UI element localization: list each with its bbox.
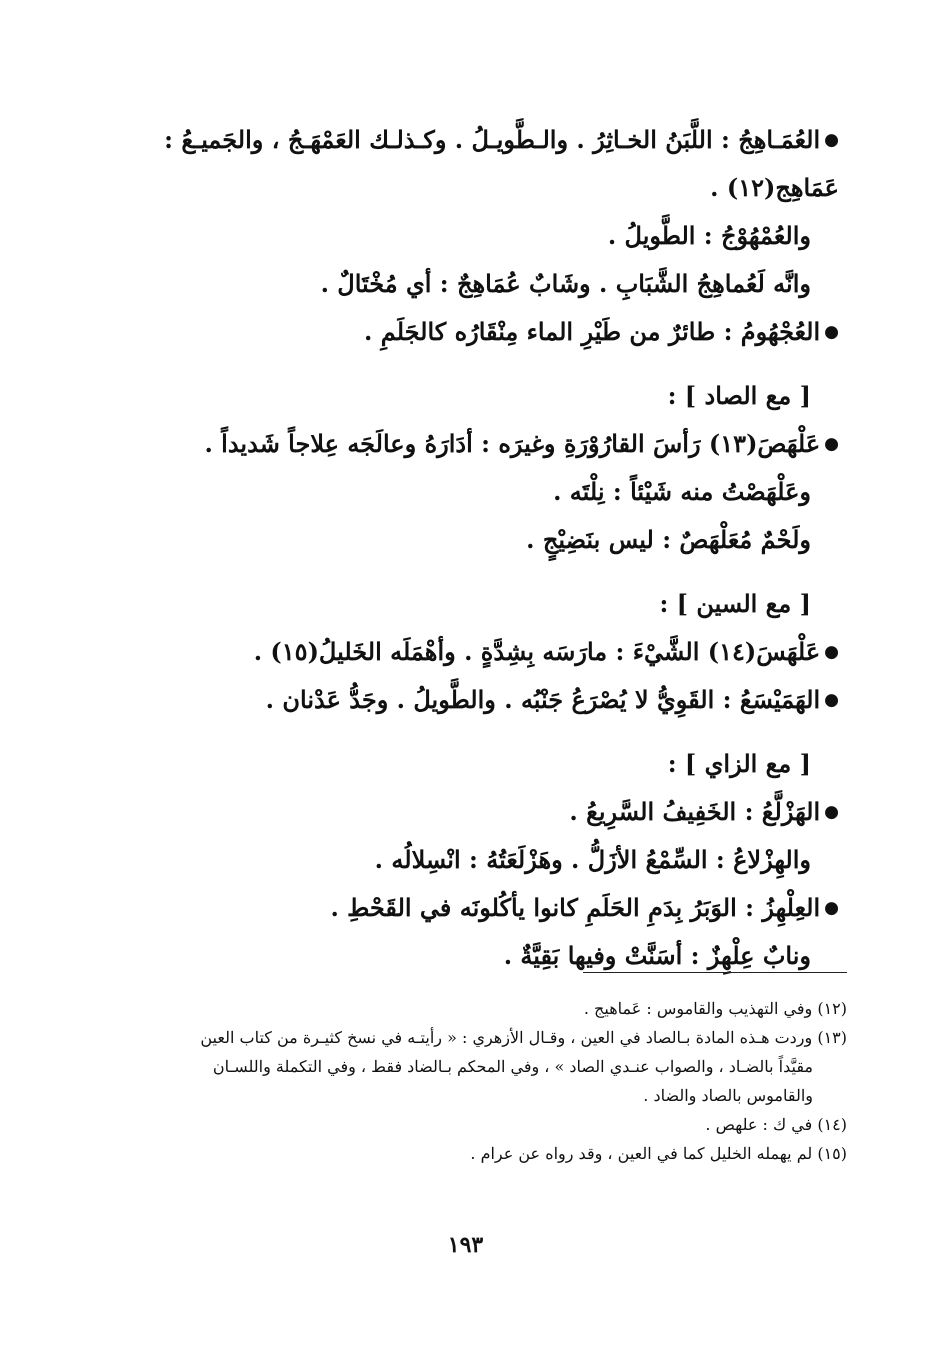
section-gap: [79, 356, 839, 372]
entry-line: ● الهَزْلَّعُ : الخَفِيفُ السَّرِيعُ .: [79, 788, 839, 836]
entry-line: وعَلْهَصْتُ منه شَيْئاً : نِلْتَه .: [553, 477, 811, 506]
section-heading-zay: [ مع الزاي ] :: [667, 749, 811, 778]
section-heading-sin: [ مع السين ] :: [659, 589, 811, 618]
entry-line: ● عَلْهَسَ(١٤) الشَّيْءَ : مارَسَه بِشِدَّةٍ . وأهْمَلَه الخَليلُ(١٥) .: [79, 628, 839, 676]
entry-line: ولَحْمٌ مُعَلْهَصٌ : ليس بنَضِيْجٍ .: [526, 525, 811, 554]
main-text: [79, 116, 839, 980]
entry-line: ● الهَمَيْسَعُ : القَوِيُّ لا يُصْرَعُ جَنْبُه . والطَّويلُ . وجَدُّ عَدْنان .: [79, 676, 839, 724]
entry-line: ونابٌ عِلْهِزٌ : أسَنَّتْ وفيها بَقِيَّةٌ .: [503, 941, 811, 970]
footnote-14: (١٤) في ك : علهص .: [705, 1115, 847, 1134]
page-number: ١٩٣: [447, 1232, 484, 1258]
section-gap: [79, 564, 839, 580]
entry-line: عَمَاهِج(١٢) .: [710, 173, 839, 202]
entry-line: والعُمْهُوْجُ : الطَّويلُ .: [607, 221, 811, 250]
entry-line: والهِزْلاعُ : السِّمْعُ الأزَلُّ . وهَزْلَعَتُهُ : انْسِلالُه .: [374, 845, 811, 874]
section-heading-sad: [ مع الصاد ] :: [667, 381, 811, 410]
section-gap: [79, 724, 839, 740]
footnote-divider: [583, 972, 847, 973]
entry-line: وانَّه لَعُماهِجُ الشَّبَابِ . وشَابٌ عُمَاهِجٌ : أي مُخْتَالٌ .: [320, 269, 811, 298]
entry-line: ● العُمَـاهِجُ : اللَّبَنُ الخـاثِرُ . والـطَّويـلُ . وكـذلـك العَمْهَـجُ ، والجَميـعُ :: [79, 116, 839, 164]
footnotes: [87, 994, 847, 1168]
footnote-13-continuation: والقاموس بالصاد والضاد .: [643, 1086, 813, 1105]
entry-line: ● العُجْهُومُ : طائرٌ من طَيْرِ الماء مِنْقَارُه كالجَلَمِ .: [79, 308, 839, 356]
entry-line: ● العِلْهِزُ : الوَبَرُ بِدَمِ الحَلَمِ كانوا يأكُلونَه في القَحْطِ .: [79, 884, 839, 932]
footnote-12: (١٢) وفي التهذيب والقاموس : عَماهيج .: [583, 999, 847, 1018]
entry-line: ● عَلْهَصَ(١٣) رَأسَ القارُوْرَةِ وغيرَه : أدَارَهُ وعالَجَه عِلاجاً شَديداً .: [79, 420, 839, 468]
footnote-15: (١٥) لم يهمله الخليل كما في العين ، وقد رواه عن عرام .: [470, 1144, 847, 1163]
footnote-13: (١٣) وردت هـذه المادة بـالصاد في العين ، وقـال الأزهري : « رأيتـه في نسخ كثيـرة من كتاب العين: [200, 1028, 847, 1047]
footnote-13-continuation: مقيَّداً بالضـاد ، والصواب عنـدي الصاد » ، وفي المحكم بـالضاد فقط ، وفي التكملة واللسـان: [212, 1057, 813, 1076]
